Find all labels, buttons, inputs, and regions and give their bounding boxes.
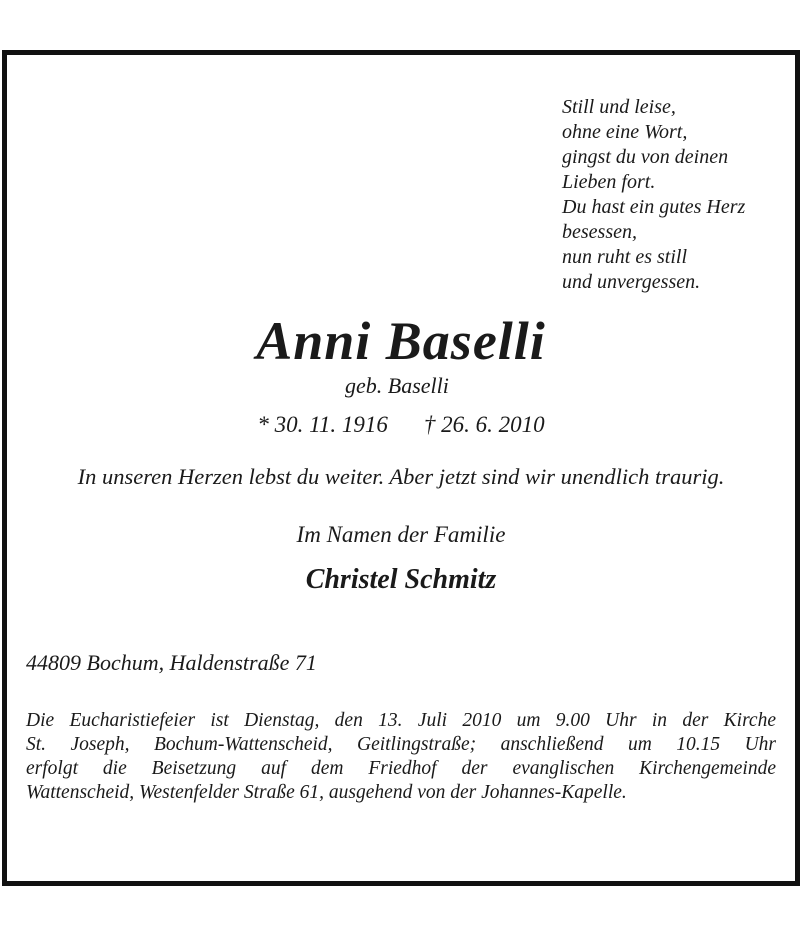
service-notice: [26, 709, 776, 805]
poem-line: Lieben fort.: [562, 171, 656, 193]
life-dates: [7, 411, 795, 439]
birth-name: geb. Baselli: [345, 373, 449, 398]
service-line: Wattenscheid, Westenfelder Straße 61, ausgehend von der Johannes-Kapelle.: [26, 782, 627, 803]
poem-line: und unvergessen.: [562, 271, 701, 293]
poem: [562, 95, 745, 295]
signer-name: Christel Schmitz: [305, 564, 497, 595]
poem-line: Still und leise,: [562, 96, 676, 118]
service-line: erfolgt die Beisetzung auf dem Friedhof der evanglischen Kirchengemeinde: [26, 758, 776, 779]
poem-line: ohne eine Wort,: [562, 121, 688, 143]
family-label: Im Namen der Familie: [296, 522, 506, 547]
service-line: St. Joseph, Bochum-Wattenscheid, Geitlingstraße; anschließend um 10.15 Uhr: [26, 734, 776, 755]
poem-line: besessen,: [562, 221, 637, 243]
service-line: Die Eucharistiefeier ist Dienstag, den 13. Juli 2010 um 9.00 Uhr in der Kirche: [26, 710, 776, 731]
obituary-frame: [2, 50, 800, 886]
poem-line: Du hast ein gutes Herz: [562, 196, 746, 218]
deceased-name: Anni Baselli: [256, 311, 546, 371]
poem-line: gingst du von deinen: [562, 146, 729, 168]
poem-line: nun ruht es still: [562, 246, 688, 268]
motto: In unseren Herzen lebst du weiter. Aber jetzt sind wir unendlich traurig.: [77, 464, 725, 489]
death-date: † 26. 6. 2010: [423, 412, 545, 437]
address: 44809 Bochum, Haldenstraße 71: [26, 650, 317, 675]
birth-date: * 30. 11. 1916: [257, 412, 388, 437]
